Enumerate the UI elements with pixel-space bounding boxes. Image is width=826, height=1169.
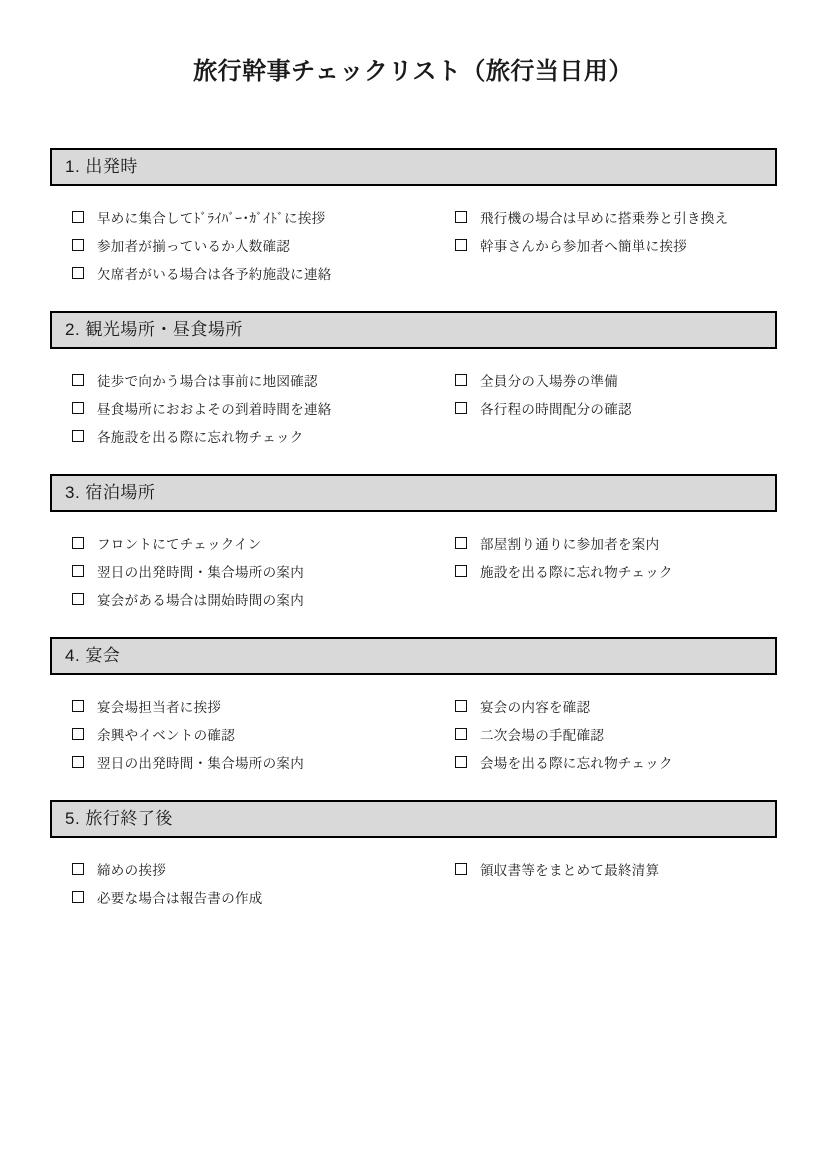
items-column-right <box>455 529 777 585</box>
checkbox-icon <box>72 211 84 223</box>
section-heading: 3. 宿泊場所 <box>50 474 777 512</box>
checklist-item-label: 飛行機の場合は早めに搭乗券と引き換え <box>480 211 729 226</box>
checklist-item-label: 領収書等をまとめて最終清算 <box>480 863 660 878</box>
checkbox-icon <box>72 267 84 279</box>
section-heading: 5. 旅行終了後 <box>50 800 777 838</box>
checkbox-icon <box>455 728 467 740</box>
checkbox-icon <box>72 374 84 386</box>
checklist-item <box>455 366 777 394</box>
checklist-item-label: 早めに集合してﾄﾞﾗｲﾊﾞｰ･ｶﾞｲﾄﾞに挨拶 <box>97 211 326 226</box>
checkbox-icon <box>72 756 84 768</box>
checklist-item-label: 宴会の内容を確認 <box>480 700 591 715</box>
checklist-item <box>72 203 455 231</box>
checklist-item <box>72 394 455 422</box>
checklist-item <box>455 720 777 748</box>
checklist-item <box>455 231 777 259</box>
checkbox-icon <box>72 593 84 605</box>
section-heading: 4. 宴会 <box>50 637 777 675</box>
items-column-left <box>72 529 455 613</box>
checklist-item-label: 各行程の時間配分の確認 <box>480 402 632 417</box>
checkbox-icon <box>72 537 84 549</box>
items-column-right <box>455 366 777 422</box>
section-items <box>50 349 777 474</box>
section-heading: 1. 出発時 <box>50 148 777 186</box>
checklist-item-label: 会場を出る際に忘れ物チェック <box>480 756 673 771</box>
checklist-item <box>72 529 455 557</box>
checkbox-icon <box>455 537 467 549</box>
checklist-item <box>72 720 455 748</box>
sections <box>50 148 777 935</box>
checkbox-icon <box>72 239 84 251</box>
checklist-section <box>50 148 777 311</box>
checklist-item <box>455 855 777 883</box>
checklist-item-label: フロントにてチェックイン <box>97 537 262 552</box>
section-heading: 2. 観光場所・昼食場所 <box>50 311 777 349</box>
checklist-item-label: 欠席者がいる場合は各予約施設に連絡 <box>97 267 332 282</box>
items-column-left <box>72 692 455 776</box>
checkbox-icon <box>455 211 467 223</box>
checklist-item-label: 宴会場担当者に挨拶 <box>97 700 222 715</box>
checkbox-icon <box>455 565 467 577</box>
checkbox-icon <box>72 728 84 740</box>
checklist-item <box>72 748 455 776</box>
checklist-item <box>455 529 777 557</box>
checklist-item <box>72 855 455 883</box>
checkbox-icon <box>455 863 467 875</box>
checklist-item <box>72 883 455 911</box>
items-column-right <box>455 692 777 776</box>
checklist-item-label: 参加者が揃っているか人数確認 <box>97 239 291 254</box>
checklist-item-label: 余興やイベントの確認 <box>97 728 235 743</box>
checkbox-icon <box>72 863 84 875</box>
checklist-item-label: 各施設を出る際に忘れ物チェック <box>97 430 304 445</box>
items-column-right <box>455 203 777 259</box>
checklist-item-label: 二次会場の手配確認 <box>480 728 605 743</box>
checklist-section <box>50 311 777 474</box>
checklist-item <box>455 394 777 422</box>
checklist-item <box>72 231 455 259</box>
checklist-section <box>50 637 777 800</box>
section-items <box>50 675 777 800</box>
checklist-item <box>455 557 777 585</box>
checklist-item <box>72 259 455 287</box>
checkbox-icon <box>72 891 84 903</box>
checklist-item <box>72 585 455 613</box>
checklist-item-label: 全員分の入場券の準備 <box>480 374 618 389</box>
checklist-item <box>455 692 777 720</box>
checkbox-icon <box>455 700 467 712</box>
checklist-item <box>455 748 777 776</box>
checkbox-icon <box>72 430 84 442</box>
checklist-item-label: 昼食場所におおよその到着時間を連絡 <box>97 402 332 417</box>
section-items <box>50 838 777 935</box>
checkbox-icon <box>455 402 467 414</box>
checklist-section <box>50 800 777 935</box>
checklist-item-label: 宴会がある場合は開始時間の案内 <box>97 593 304 608</box>
checkbox-icon <box>72 402 84 414</box>
section-items <box>50 186 777 311</box>
checklist-item-label: 翌日の出発時間・集合場所の案内 <box>97 756 304 771</box>
checklist-item-label: 施設を出る際に忘れ物チェック <box>480 565 673 580</box>
items-column-left <box>72 366 455 450</box>
page-title: 旅行幹事チェックリスト（旅行当日用） <box>193 58 633 85</box>
checkbox-icon <box>455 239 467 251</box>
checklist-item-label: 幹事さんから参加者へ簡単に挨拶 <box>480 239 687 254</box>
checklist-item-label: 部屋割り通りに参加者を案内 <box>480 537 660 552</box>
items-column-left <box>72 203 455 287</box>
checkbox-icon <box>455 756 467 768</box>
checkbox-icon <box>72 565 84 577</box>
items-column-right <box>455 855 777 883</box>
items-column-left <box>72 855 455 911</box>
checklist-section <box>50 474 777 637</box>
checklist-item-label: 必要な場合は報告書の作成 <box>97 891 263 906</box>
checklist-item <box>72 366 455 394</box>
checklist-item <box>455 203 777 231</box>
checkbox-icon <box>455 374 467 386</box>
checklist-item-label: 締めの挨拶 <box>97 863 166 878</box>
checklist-item-label: 徒歩で向かう場合は事前に地図確認 <box>97 374 318 389</box>
checklist-item <box>72 422 455 450</box>
checklist-item <box>72 692 455 720</box>
checklist-item-label: 翌日の出発時間・集合場所の案内 <box>97 565 304 580</box>
checkbox-icon <box>72 700 84 712</box>
checklist-item <box>72 557 455 585</box>
section-items <box>50 512 777 637</box>
